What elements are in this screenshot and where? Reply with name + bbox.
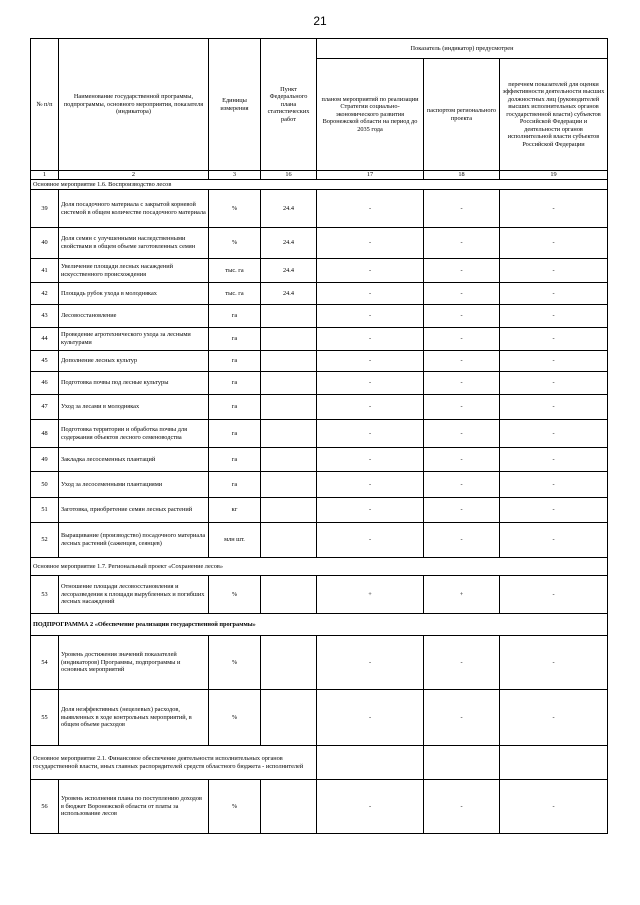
unit-cell: га (209, 305, 261, 328)
indicator-name: Доля посадочного материала с закрытой корневой системой в общем количестве посадочного материала (59, 190, 209, 228)
indicator-name: Доля неэффективных (нецелевых) расходов, выявленных в ходе контрольных мероприятий, в общем объеме расходов (59, 690, 209, 746)
unit-cell: тыс. га (209, 259, 261, 283)
plan-item-cell (261, 523, 317, 558)
unit-cell: % (209, 636, 261, 690)
table-row (31, 259, 608, 283)
indicator-name: Доля семян с улучшенными наследственными свойствами в общем объеме заготовленных семян (59, 228, 209, 259)
unit-cell: га (209, 351, 261, 372)
col-number: 2 (59, 171, 209, 180)
unit-cell: га (209, 395, 261, 420)
passport-cell: - (424, 395, 500, 420)
list-cell: - (500, 576, 608, 614)
plan-item-cell (261, 498, 317, 523)
column-numbers-row (31, 171, 608, 180)
header-group: Показатель (индикатор) предусмотрен (317, 39, 608, 59)
plan-item-cell (261, 636, 317, 690)
section-row (31, 746, 608, 780)
indicator-name: Уровень достижения значений показателей (индикаторов) Программы, подпрограммы и основных мероприятий (59, 636, 209, 690)
table-row (31, 305, 608, 328)
passport-cell: - (424, 283, 500, 305)
section-title: Основное мероприятие 2.1. Финансовое обеспечение деятельности исполнительных органов государственной власти, иных главных распорядителей средств областного бюджета - исполнителей (31, 746, 317, 780)
passport-cell: - (424, 190, 500, 228)
row-number: 42 (31, 283, 59, 305)
unit-cell: % (209, 576, 261, 614)
row-number: 54 (31, 636, 59, 690)
strategy-cell: - (317, 636, 424, 690)
list-cell: - (500, 228, 608, 259)
plan-item-cell (261, 576, 317, 614)
header-name: Наименование государственной программы, подпрограммы, основного мероприятия, показателя (индикатора) (59, 39, 209, 171)
table-row (31, 690, 608, 746)
header-num: № п/п (31, 39, 59, 171)
section-title: Основное мероприятие 1.7. Региональный проект «Сохранение лесов» (31, 558, 608, 576)
plan-item-cell (261, 351, 317, 372)
unit-cell: % (209, 780, 261, 834)
row-number: 46 (31, 372, 59, 395)
col-number: 18 (424, 171, 500, 180)
page-number: 21 (313, 14, 327, 28)
list-cell: - (500, 305, 608, 328)
passport-cell: + (424, 576, 500, 614)
section-title: Основное мероприятие 1.6. Воспроизводство лесов (31, 180, 608, 190)
row-number: 41 (31, 259, 59, 283)
section-empty-cell (317, 746, 424, 780)
indicators-table (30, 38, 608, 834)
col-number: 1 (31, 171, 59, 180)
indicator-name: Уровень исполнения плана по поступлению доходов в бюджет Воронежской области от платы за использование лесов (59, 780, 209, 834)
row-number: 55 (31, 690, 59, 746)
indicator-name: Увеличение площади лесных насаждений искусственного происхождения (59, 259, 209, 283)
indicator-name: Подготовка территории и обработка почвы для содержания объектов лесного семеноводства (59, 420, 209, 448)
indicator-name: Уход за лесами в молодняках (59, 395, 209, 420)
indicator-name: Заготовка, приобретение семян лесных растений (59, 498, 209, 523)
table-row (31, 576, 608, 614)
strategy-cell: - (317, 283, 424, 305)
passport-cell: - (424, 420, 500, 448)
list-cell: - (500, 472, 608, 498)
header-unit: Единицы измерения (209, 39, 261, 171)
passport-cell: - (424, 228, 500, 259)
table-row (31, 498, 608, 523)
strategy-cell: + (317, 576, 424, 614)
passport-cell: - (424, 780, 500, 834)
table-row (31, 351, 608, 372)
col-number: 19 (500, 171, 608, 180)
strategy-cell: - (317, 523, 424, 558)
passport-cell: - (424, 372, 500, 395)
list-cell: - (500, 780, 608, 834)
indicator-name: Дополнение лесных культур (59, 351, 209, 372)
plan-item-cell (261, 690, 317, 746)
passport-cell: - (424, 448, 500, 472)
list-cell: - (500, 372, 608, 395)
table-row (31, 283, 608, 305)
plan-item-cell: 24.4 (261, 259, 317, 283)
plan-item-cell (261, 780, 317, 834)
section-row (31, 558, 608, 576)
strategy-cell: - (317, 190, 424, 228)
list-cell: - (500, 328, 608, 351)
indicator-name: Уход за лесосеменными плантациями (59, 472, 209, 498)
header-plan: Пункт Федерального плана статистических работ (261, 39, 317, 171)
row-number: 51 (31, 498, 59, 523)
plan-item-cell: 24.4 (261, 228, 317, 259)
col-number: 17 (317, 171, 424, 180)
row-number: 40 (31, 228, 59, 259)
plan-item-cell (261, 372, 317, 395)
row-number: 47 (31, 395, 59, 420)
unit-cell: тыс. га (209, 283, 261, 305)
row-number: 50 (31, 472, 59, 498)
header-list: перечнем показателей для оценки эффективности деятельности высших должностных лиц (руководителей высших исполнительных органов государственной власти) субъектов Российской Федерации и деятельности органов исполнительной власти субъектов Российской Федерации (500, 59, 608, 171)
unit-cell: га (209, 328, 261, 351)
table-row (31, 636, 608, 690)
table-row (31, 523, 608, 558)
list-cell: - (500, 690, 608, 746)
plan-item-cell: 24.4 (261, 190, 317, 228)
col-number: 16 (261, 171, 317, 180)
plan-item-cell (261, 420, 317, 448)
row-number: 43 (31, 305, 59, 328)
passport-cell: - (424, 328, 500, 351)
section-title: ПОДПРОГРАММА 2 «Обеспечение реализации государственной программы» (31, 614, 608, 636)
passport-cell: - (424, 259, 500, 283)
row-number: 52 (31, 523, 59, 558)
table-row (31, 780, 608, 834)
strategy-cell: - (317, 372, 424, 395)
table-row (31, 372, 608, 395)
row-number: 45 (31, 351, 59, 372)
unit-cell: % (209, 690, 261, 746)
header-strategy: планом мероприятий по реализации Стратегии социально-экономического развития Воронежской области на период до 2035 года (317, 59, 424, 171)
passport-cell: - (424, 472, 500, 498)
unit-cell: млн шт. (209, 523, 261, 558)
strategy-cell: - (317, 395, 424, 420)
unit-cell: кг (209, 498, 261, 523)
header-passport: паспортом регионального проекта (424, 59, 500, 171)
row-number: 39 (31, 190, 59, 228)
unit-cell: га (209, 448, 261, 472)
section-empty-cell (500, 746, 608, 780)
table-row (31, 448, 608, 472)
section-empty-cell (424, 746, 500, 780)
indicator-name: Подготовка почвы под лесные культуры (59, 372, 209, 395)
table-row (31, 420, 608, 448)
strategy-cell: - (317, 351, 424, 372)
unit-cell: % (209, 190, 261, 228)
passport-cell: - (424, 305, 500, 328)
strategy-cell: - (317, 498, 424, 523)
indicator-name: Площадь рубок ухода в молодняках (59, 283, 209, 305)
strategy-cell: - (317, 328, 424, 351)
table-row (31, 228, 608, 259)
strategy-cell: - (317, 780, 424, 834)
list-cell: - (500, 351, 608, 372)
row-number: 48 (31, 420, 59, 448)
list-cell: - (500, 395, 608, 420)
section-row (31, 614, 608, 636)
row-number: 44 (31, 328, 59, 351)
strategy-cell: - (317, 305, 424, 328)
row-number: 53 (31, 576, 59, 614)
list-cell: - (500, 259, 608, 283)
strategy-cell: - (317, 448, 424, 472)
list-cell: - (500, 283, 608, 305)
list-cell: - (500, 420, 608, 448)
unit-cell: га (209, 472, 261, 498)
strategy-cell: - (317, 690, 424, 746)
strategy-cell: - (317, 420, 424, 448)
plan-item-cell (261, 305, 317, 328)
table-row (31, 395, 608, 420)
indicator-name: Проведение агротехнического ухода за лесными культурами (59, 328, 209, 351)
strategy-cell: - (317, 259, 424, 283)
passport-cell: - (424, 498, 500, 523)
row-number: 49 (31, 448, 59, 472)
section-row (31, 180, 608, 190)
plan-item-cell: 24.4 (261, 283, 317, 305)
plan-item-cell (261, 448, 317, 472)
unit-cell: % (209, 228, 261, 259)
col-number: 3 (209, 171, 261, 180)
list-cell: - (500, 523, 608, 558)
row-number: 56 (31, 780, 59, 834)
passport-cell: - (424, 351, 500, 372)
strategy-cell: - (317, 472, 424, 498)
unit-cell: га (209, 372, 261, 395)
unit-cell: га (209, 420, 261, 448)
plan-item-cell (261, 395, 317, 420)
indicator-name: Выращивание (производство) посадочного материала лесных растений (саженцев, сеянцев) (59, 523, 209, 558)
passport-cell: - (424, 690, 500, 746)
table-row (31, 472, 608, 498)
list-cell: - (500, 190, 608, 228)
table-row (31, 328, 608, 351)
passport-cell: - (424, 636, 500, 690)
list-cell: - (500, 636, 608, 690)
strategy-cell: - (317, 228, 424, 259)
list-cell: - (500, 498, 608, 523)
list-cell: - (500, 448, 608, 472)
indicator-name: Лесовосстановление (59, 305, 209, 328)
passport-cell: - (424, 523, 500, 558)
table-row (31, 190, 608, 228)
indicator-name: Закладка лесосеменных плантаций (59, 448, 209, 472)
indicator-name: Отношение площади лесовосстановления и лесоразведения к площади вырубленных и погибших лесных насаждений (59, 576, 209, 614)
plan-item-cell (261, 472, 317, 498)
plan-item-cell (261, 328, 317, 351)
